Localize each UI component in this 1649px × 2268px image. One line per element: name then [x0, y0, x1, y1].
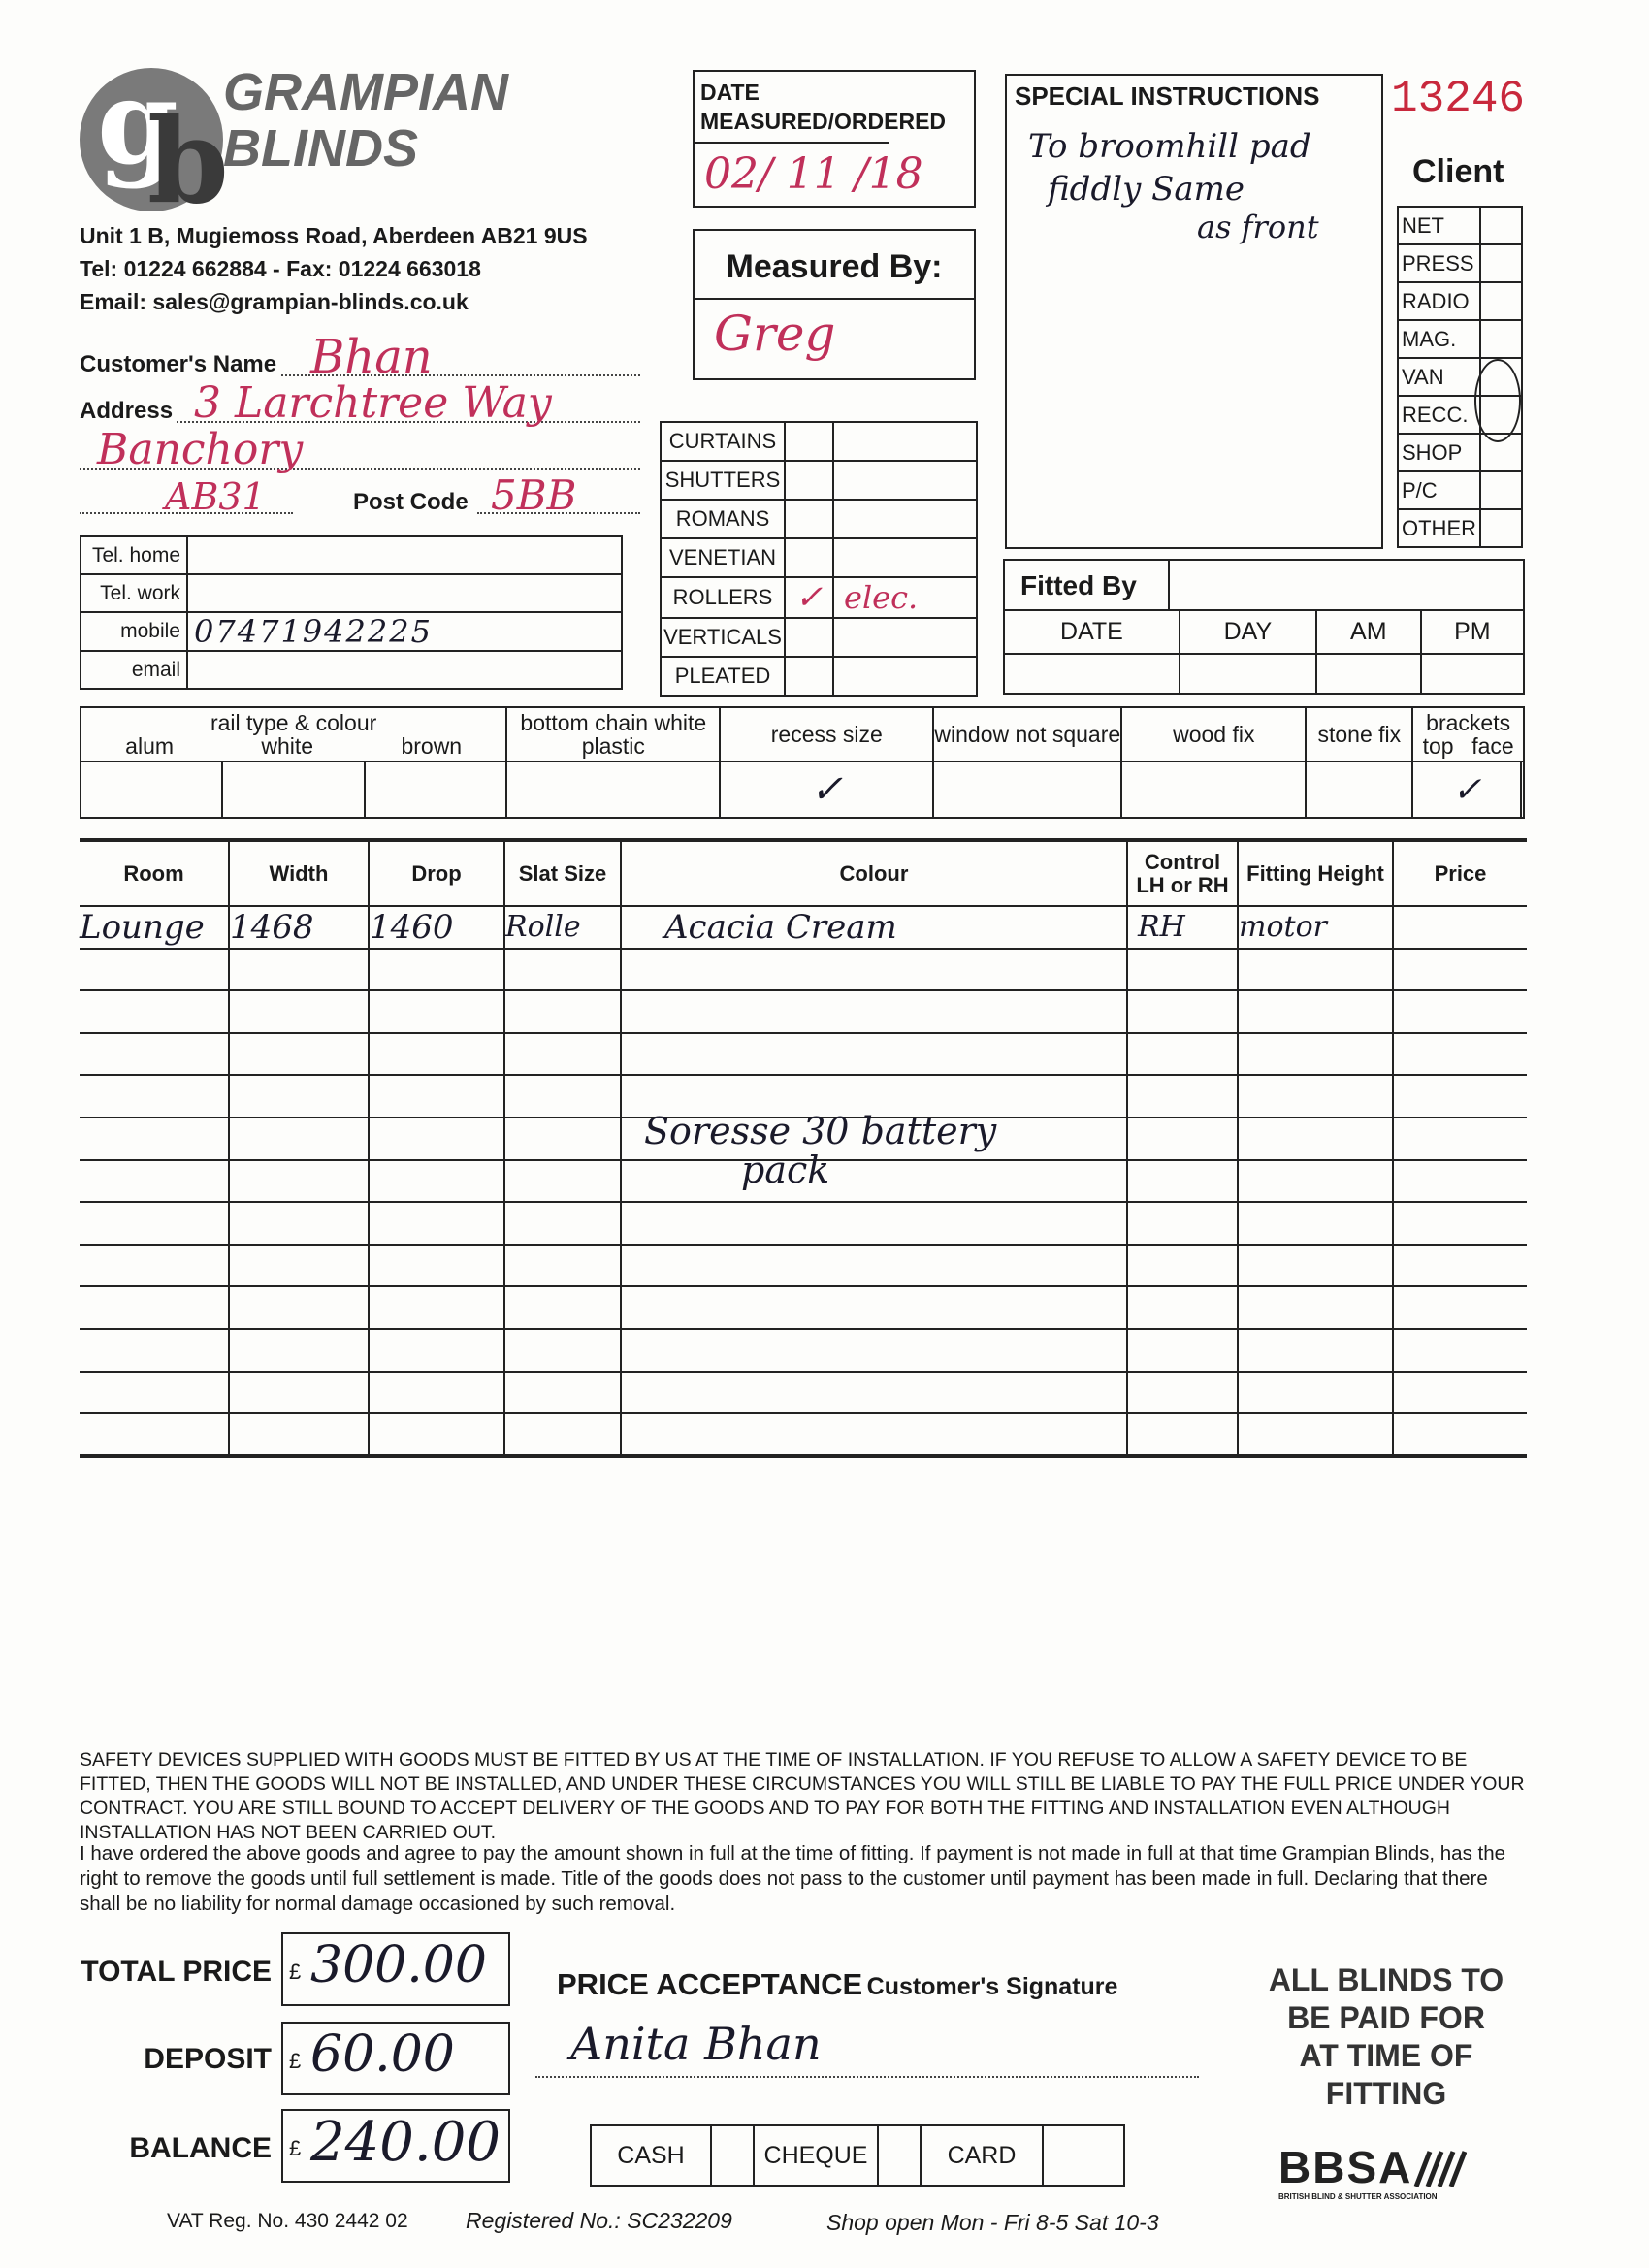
- signature-line: [535, 2076, 1199, 2078]
- table-cell[interactable]: [80, 1160, 229, 1203]
- product-type-note[interactable]: [833, 500, 977, 538]
- svg-text:b: b: [147, 93, 229, 211]
- client-option: PRESS: [1398, 244, 1480, 282]
- table-cell[interactable]: [80, 1286, 229, 1329]
- table-cell[interactable]: [80, 1033, 229, 1076]
- table-row[interactable]: [80, 1372, 1527, 1414]
- table-cell[interactable]: [1127, 949, 1238, 991]
- product-type-label: VERTICALS: [661, 618, 785, 657]
- table-cell[interactable]: [1127, 1118, 1238, 1160]
- recess-size-label: recess size: [720, 707, 933, 761]
- table-row[interactable]: [80, 990, 1527, 1033]
- table-cell[interactable]: [1127, 1033, 1238, 1076]
- product-type-row[interactable]: [661, 577, 977, 618]
- payment-cash-checkbox[interactable]: [711, 2125, 754, 2186]
- phone-table: [80, 535, 623, 690]
- client-checkbox[interactable]: [1480, 244, 1522, 282]
- window-not-square-cell[interactable]: [933, 761, 1121, 818]
- special-instructions-line[interactable]: To broomhill pad: [1028, 127, 1311, 166]
- table-cell[interactable]: [621, 1329, 1127, 1372]
- bbsa-subtitle: BRITISH BLIND & SHUTTER ASSOCIATION: [1278, 2192, 1438, 2201]
- measured-by-box: [693, 229, 976, 380]
- table-cell[interactable]: [369, 1118, 504, 1160]
- product-type-row[interactable]: [661, 657, 977, 696]
- table-cell[interactable]: [621, 1372, 1127, 1414]
- table-cell[interactable]: [504, 1413, 621, 1456]
- table-cell[interactable]: [1127, 1075, 1238, 1118]
- phone-label: mobile: [81, 612, 187, 651]
- company-logo: [89, 56, 235, 211]
- wood-fix-label: wood fix: [1121, 707, 1306, 761]
- notice-line: AT TIME OF: [1299, 2038, 1473, 2073]
- table-cell[interactable]: [1393, 1413, 1527, 1456]
- col-fitting-height: Fitting Height: [1238, 840, 1393, 906]
- special-instructions-line[interactable]: fiddly Same: [1048, 170, 1245, 209]
- table-cell[interactable]: [1238, 1372, 1393, 1414]
- table-cell[interactable]: [369, 1413, 504, 1456]
- postcode-label: Post Code: [353, 489, 469, 515]
- col-price: Price: [1393, 840, 1527, 906]
- product-type-label: ROMANS: [661, 500, 785, 538]
- address-value-1[interactable]: 3 Larchtree Way: [194, 378, 552, 428]
- table-cell[interactable]: [369, 1329, 504, 1372]
- table-cell[interactable]: [229, 1286, 369, 1329]
- table-cell[interactable]: [229, 1202, 369, 1245]
- client-option: RECC.: [1398, 396, 1480, 434]
- table-cell[interactable]: [504, 990, 621, 1033]
- client-option: OTHER: [1398, 509, 1480, 547]
- table-cell[interactable]: [1393, 1202, 1527, 1245]
- client-row[interactable]: [1398, 244, 1522, 282]
- table-cell[interactable]: [621, 1245, 1127, 1287]
- special-instructions-line[interactable]: as front: [1197, 209, 1319, 245]
- price-acceptance: [557, 1967, 1117, 2002]
- table-cell[interactable]: [1393, 990, 1527, 1033]
- brackets-header: [1412, 707, 1524, 761]
- product-type-label: SHUTTERS: [661, 461, 785, 500]
- product-type-note[interactable]: [833, 461, 977, 500]
- phone-label: email: [81, 651, 187, 689]
- customer-name-value[interactable]: Bhan: [310, 330, 433, 384]
- table-cell[interactable]: [1238, 990, 1393, 1033]
- company-phone: Tel: 01224 662884 - Fax: 01224 663018: [80, 256, 481, 281]
- table-cell[interactable]: [80, 1202, 229, 1245]
- items-note-line: Soresse 30 battery: [644, 1110, 997, 1152]
- table-cell[interactable]: [80, 1245, 229, 1287]
- rollers-check-icon[interactable]: ✓: [785, 577, 833, 618]
- table-cell[interactable]: [229, 1372, 369, 1414]
- client-option: P/C: [1398, 471, 1480, 509]
- fitted-day-header: DAY: [1180, 611, 1316, 654]
- company-email: Email: sales@grampian-blinds.co.uk: [80, 289, 469, 314]
- table-cell[interactable]: [369, 1075, 504, 1118]
- top-label: top: [1422, 733, 1454, 759]
- table-cell[interactable]: [80, 990, 229, 1033]
- table-cell[interactable]: [229, 1413, 369, 1456]
- product-type-check[interactable]: [785, 618, 833, 657]
- table-cell[interactable]: [80, 1329, 229, 1372]
- fitted-pm-header: PM: [1421, 611, 1523, 654]
- payment-cash-label: CASH: [591, 2125, 711, 2186]
- mobile-value[interactable]: 07471942225: [187, 612, 622, 651]
- table-row[interactable]: [80, 949, 1527, 991]
- order-number: 13246: [1391, 74, 1526, 124]
- address-label: Address: [80, 398, 174, 424]
- table-cell[interactable]: [1393, 1286, 1527, 1329]
- fitted-date-cell[interactable]: [1005, 654, 1180, 693]
- special-instructions-box: [1005, 74, 1383, 549]
- product-type-note[interactable]: elec.: [833, 577, 977, 618]
- face-cell[interactable]: [1521, 761, 1524, 818]
- cell-room[interactable]: Lounge: [80, 906, 229, 949]
- fitted-by-box: [1003, 559, 1525, 695]
- postcode-value[interactable]: 5BB: [491, 471, 577, 519]
- options-table: [80, 706, 1525, 819]
- product-type-note[interactable]: [833, 422, 977, 461]
- client-row[interactable]: [1398, 282, 1522, 320]
- date-label: DATE MEASURED/ORDERED: [695, 72, 889, 144]
- table-cell[interactable]: [1238, 949, 1393, 991]
- table-cell[interactable]: [229, 1329, 369, 1372]
- table-cell[interactable]: [369, 1372, 504, 1414]
- balance-value: 240.00: [310, 2111, 501, 2174]
- cell-price[interactable]: [1393, 906, 1527, 949]
- fitted-am-cell[interactable]: [1316, 654, 1421, 693]
- product-type-note[interactable]: [833, 657, 977, 696]
- product-types-table: [660, 421, 978, 697]
- client-option: NET: [1398, 207, 1480, 244]
- table-cell[interactable]: [1127, 1286, 1238, 1329]
- balance-label: BALANCE: [129, 2132, 272, 2164]
- table-cell[interactable]: [504, 1160, 621, 1203]
- deposit-value: 60.00: [310, 2025, 455, 2084]
- product-type-note[interactable]: [833, 538, 977, 577]
- product-type-row[interactable]: [661, 538, 977, 577]
- address-value-3[interactable]: AB31: [165, 475, 266, 518]
- white-cell[interactable]: [222, 761, 364, 818]
- table-cell[interactable]: [621, 949, 1127, 991]
- table-cell[interactable]: [369, 990, 504, 1033]
- table-cell[interactable]: [621, 990, 1127, 1033]
- selection-circle-icon: [1474, 359, 1521, 442]
- table-cell[interactable]: [1238, 1329, 1393, 1372]
- total-price-box[interactable]: [281, 1932, 510, 2006]
- client-checkbox[interactable]: [1480, 207, 1522, 244]
- recess-check-icon[interactable]: ✓: [720, 761, 933, 818]
- brown-label: brown: [401, 733, 463, 759]
- client-option: RADIO: [1398, 282, 1480, 320]
- table-cell[interactable]: [621, 1413, 1127, 1456]
- currency-symbol: £: [289, 2049, 302, 2073]
- stone-fix-cell[interactable]: [1306, 761, 1412, 818]
- product-type-row[interactable]: [661, 500, 977, 538]
- client-row[interactable]: [1398, 471, 1522, 509]
- table-cell[interactable]: [504, 1372, 621, 1414]
- brown-cell[interactable]: [365, 761, 506, 818]
- table-cell[interactable]: [369, 1160, 504, 1203]
- table-cell[interactable]: [229, 1033, 369, 1076]
- table-cell[interactable]: [369, 1033, 504, 1076]
- product-type-note[interactable]: [833, 618, 977, 657]
- payment-cheque-checkbox[interactable]: [878, 2125, 921, 2186]
- product-type-check[interactable]: [785, 461, 833, 500]
- phone-value[interactable]: [187, 536, 622, 574]
- table-cell[interactable]: [1238, 1075, 1393, 1118]
- table-cell[interactable]: [80, 1372, 229, 1414]
- bbsa-logo: [1278, 2142, 1467, 2201]
- product-type-row[interactable]: [661, 422, 977, 461]
- table-row[interactable]: [80, 1329, 1527, 1372]
- table-row[interactable]: [80, 906, 1527, 949]
- phone-value[interactable]: [187, 574, 622, 612]
- table-cell[interactable]: [504, 1245, 621, 1287]
- table-cell[interactable]: [504, 1033, 621, 1076]
- col-room: Room: [80, 840, 229, 906]
- client-checkbox[interactable]: [1480, 471, 1522, 509]
- registered-number: Registered No.: SC232209: [466, 2208, 732, 2233]
- product-type-check[interactable]: [785, 538, 833, 577]
- cell-drop[interactable]: 1460: [369, 906, 504, 949]
- phone-label: Tel. home: [81, 536, 187, 574]
- table-cell[interactable]: [1127, 990, 1238, 1033]
- table-cell[interactable]: [1393, 1329, 1527, 1372]
- window-not-square-label: window not square: [933, 707, 1121, 761]
- cell-fitting-height[interactable]: motor: [1238, 906, 1393, 949]
- deposit-label: DEPOSIT: [144, 2043, 272, 2075]
- table-cell[interactable]: [1393, 1033, 1527, 1076]
- payment-card-label: CARD: [921, 2125, 1043, 2186]
- date-box: [693, 70, 976, 208]
- top-check-icon[interactable]: ✓: [1412, 761, 1521, 818]
- total-price-label: TOTAL PRICE: [81, 1956, 272, 1988]
- product-type-row[interactable]: [661, 618, 977, 657]
- cell-control[interactable]: RH: [1127, 906, 1238, 949]
- payment-card-checkbox[interactable]: [1043, 2125, 1124, 2186]
- items-note-line: pack: [741, 1149, 830, 1191]
- table-cell[interactable]: [229, 990, 369, 1033]
- table-cell[interactable]: [1127, 1372, 1238, 1414]
- notice-line: ALL BLINDS TO: [1268, 1962, 1504, 1997]
- col-width: Width: [229, 840, 369, 906]
- table-cell[interactable]: [1238, 1160, 1393, 1203]
- product-type-label: PLEATED: [661, 657, 785, 696]
- special-instructions-label: SPECIAL INSTRUCTIONS: [1015, 81, 1320, 111]
- payment-cheque-label: CHEQUE: [754, 2125, 878, 2186]
- product-type-row[interactable]: [661, 461, 977, 500]
- col-colour: Colour: [621, 840, 1127, 906]
- svg-text:g: g: [97, 56, 178, 191]
- bbsa-logo-text: BBSA: [1278, 2142, 1413, 2192]
- table-cell[interactable]: [504, 1286, 621, 1329]
- table-cell[interactable]: [1238, 1118, 1393, 1160]
- table-cell[interactable]: [80, 1075, 229, 1118]
- table-cell[interactable]: [229, 949, 369, 991]
- stone-fix-label: stone fix: [1306, 707, 1412, 761]
- table-cell[interactable]: [1238, 1033, 1393, 1076]
- safety-terms: SAFETY DEVICES SUPPLIED WITH GOODS MUST BE FITTED BY US AT THE TIME OF INSTALLATION. IF YOU REFUSE TO ALLOW A SAFETY DEVICE TO BE FITTED, THEN THE GOODS WILL NOT BE INSTALLED, AND UNDER THESE CIRCUMSTANCES YOU WILL STILL BE LIABLE TO PAY THE FULL PRICE UNDER YOUR CONTRACT. YOU ARE STILL BOUND TO ACCEPT DELIVERY OF THE GOODS AND TO PAY FOR BOTH THE FITTING AND INSTALLATION EVEN ALTHOUGH INSTALLATION HAS NOT BEEN CARRIED OUT.: [80, 1749, 1525, 1843]
- table-cell[interactable]: [504, 949, 621, 991]
- table-cell[interactable]: [621, 1286, 1127, 1329]
- client-row[interactable]: [1398, 207, 1522, 244]
- vat-number: VAT Reg. No. 430 2442 02: [167, 2210, 408, 2232]
- table-cell[interactable]: [1393, 1118, 1527, 1160]
- table-cell[interactable]: [1127, 1329, 1238, 1372]
- table-cell[interactable]: [504, 1329, 621, 1372]
- email-value[interactable]: [187, 651, 622, 689]
- bottom-chain-cell[interactable]: [506, 761, 720, 818]
- client-checkbox[interactable]: [1480, 320, 1522, 358]
- table-cell[interactable]: [1393, 949, 1527, 991]
- fitted-am-header: AM: [1316, 611, 1421, 654]
- table-row[interactable]: [80, 1286, 1527, 1329]
- table-cell[interactable]: [1393, 1160, 1527, 1203]
- items-note[interactable]: [644, 1112, 996, 1189]
- rail-type-header: [81, 707, 506, 761]
- table-cell[interactable]: [1238, 1245, 1393, 1287]
- cell-slat-size[interactable]: Rolle: [504, 906, 621, 949]
- balance-box[interactable]: [281, 2109, 510, 2183]
- table-row[interactable]: [80, 1245, 1527, 1287]
- company-address: Unit 1 B, Mugiemoss Road, Aberdeen AB21 9US: [80, 223, 588, 248]
- white-label: white: [261, 733, 314, 759]
- table-cell[interactable]: [504, 1075, 621, 1118]
- table-cell[interactable]: [80, 1413, 229, 1456]
- customer-signature[interactable]: Anita Bhan: [570, 2018, 822, 2070]
- agreement-terms: I have ordered the above goods and agree to pay the amount shown in full at the time of fitting. If payment is not made in full at that time Grampian Blinds, has the right to remove the goods until full settlement is made. Title of the goods does not pass to the customer until payment has been made in full. Declaring that there shall be no liability for normal damage occasioned by such removal.: [80, 1842, 1506, 1915]
- cell-width[interactable]: 1468: [229, 906, 369, 949]
- bbsa-stripes-icon: [1412, 2148, 1467, 2188]
- product-type-check[interactable]: [785, 422, 833, 461]
- table-cell[interactable]: [1127, 1160, 1238, 1203]
- client-option: VAN: [1398, 358, 1480, 396]
- fitted-pm-cell[interactable]: [1421, 654, 1523, 693]
- product-type-label: ROLLERS: [661, 577, 785, 618]
- company-name: GRAMPIAN BLINDS: [223, 63, 508, 178]
- fitted-by-label: Fitted By: [1005, 561, 1170, 609]
- date-value[interactable]: 02/ 11 /18: [704, 149, 923, 199]
- face-label: face: [1471, 733, 1514, 759]
- table-row[interactable]: [80, 1202, 1527, 1245]
- table-cell[interactable]: [1127, 1202, 1238, 1245]
- payment-method-table: [590, 2124, 1125, 2187]
- shop-hours: Shop open Mon - Fri 8-5 Sat 10-3: [826, 2210, 1159, 2235]
- table-cell[interactable]: [369, 1245, 504, 1287]
- table-cell[interactable]: [1238, 1202, 1393, 1245]
- table-cell[interactable]: [1127, 1245, 1238, 1287]
- phone-label: Tel. work: [81, 574, 187, 612]
- wood-fix-cell[interactable]: [1121, 761, 1306, 818]
- table-cell[interactable]: [504, 1118, 621, 1160]
- measured-by-label: Measured By:: [695, 231, 974, 300]
- customer-name-label: Customer's Name: [80, 351, 277, 377]
- fitted-by-field[interactable]: [1170, 561, 1523, 609]
- notice-line: BE PAID FOR: [1287, 2000, 1485, 2035]
- table-cell[interactable]: [369, 1202, 504, 1245]
- measured-by-value[interactable]: Greg: [714, 306, 836, 362]
- currency-symbol: £: [289, 1960, 302, 1984]
- table-cell[interactable]: [504, 1202, 621, 1245]
- rail-type-label: rail type & colour: [210, 710, 377, 735]
- table-cell[interactable]: [621, 1202, 1127, 1245]
- client-row[interactable]: [1398, 509, 1522, 547]
- client-row[interactable]: [1398, 320, 1522, 358]
- table-cell[interactable]: [621, 1033, 1127, 1076]
- address-value-2[interactable]: Banchory: [97, 425, 304, 474]
- col-slat-size: Slat Size: [504, 840, 621, 906]
- fitted-by-grid: [1005, 611, 1523, 693]
- cell-colour[interactable]: Acacia Cream: [621, 906, 1127, 949]
- deposit-box[interactable]: [281, 2022, 510, 2095]
- fitted-date-header: DATE: [1005, 611, 1180, 654]
- table-cell[interactable]: [1393, 1075, 1527, 1118]
- client-checkbox[interactable]: [1480, 282, 1522, 320]
- currency-symbol: £: [289, 2136, 302, 2160]
- client-checkbox[interactable]: [1480, 509, 1522, 547]
- brackets-label: brackets: [1426, 710, 1511, 735]
- alum-cell[interactable]: [81, 761, 222, 818]
- table-cell[interactable]: [229, 1245, 369, 1287]
- table-cell[interactable]: [369, 1286, 504, 1329]
- product-type-check[interactable]: [785, 500, 833, 538]
- table-cell[interactable]: [229, 1160, 369, 1203]
- product-type-label: VENETIAN: [661, 538, 785, 577]
- alum-label: alum: [125, 733, 175, 759]
- fitted-day-cell[interactable]: [1180, 654, 1316, 693]
- table-cell[interactable]: [229, 1118, 369, 1160]
- table-cell[interactable]: [1393, 1245, 1527, 1287]
- client-option: MAG.: [1398, 320, 1480, 358]
- table-cell[interactable]: [80, 949, 229, 991]
- table-cell[interactable]: [1238, 1413, 1393, 1456]
- table-cell[interactable]: [369, 949, 504, 991]
- table-cell[interactable]: [229, 1075, 369, 1118]
- total-price-value: 300.00: [310, 1936, 487, 1994]
- customer-signature-label: Customer's Signature: [866, 1973, 1118, 2000]
- price-acceptance-label: PRICE ACCEPTANCE: [557, 1967, 863, 2001]
- table-row[interactable]: [80, 1033, 1527, 1076]
- notice-line: FITTING: [1325, 2076, 1447, 2111]
- col-drop: Drop: [369, 840, 504, 906]
- table-cell[interactable]: [1127, 1413, 1238, 1456]
- logo-gb-icon: [89, 56, 235, 211]
- table-row[interactable]: [80, 1413, 1527, 1456]
- table-cell[interactable]: [1393, 1372, 1527, 1414]
- product-type-check[interactable]: [785, 657, 833, 696]
- client-label: Client: [1412, 153, 1504, 190]
- table-cell[interactable]: [80, 1118, 229, 1160]
- bottom-chain-label: bottom chain white plastic: [506, 707, 720, 761]
- product-type-label: CURTAINS: [661, 422, 785, 461]
- table-cell[interactable]: [1238, 1286, 1393, 1329]
- client-option: SHOP: [1398, 434, 1480, 471]
- col-control: Control LH or RH: [1127, 840, 1238, 906]
- payment-notice: [1245, 1961, 1527, 2113]
